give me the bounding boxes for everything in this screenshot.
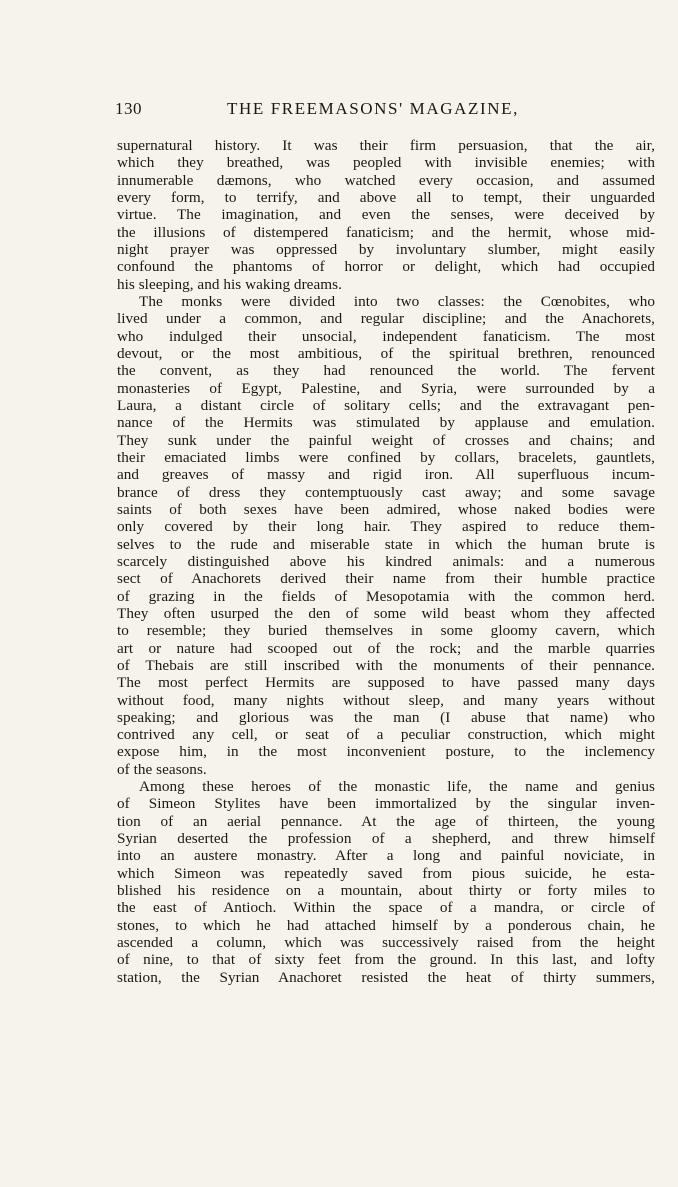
text-line: blished his residence on a mountain, about thirty or forty miles to bbox=[117, 882, 655, 900]
text-line: brance of dress they contemptuously cast away; and some savage bbox=[117, 483, 655, 501]
text-line: which they breathed, was peopled with invisible enemies; with bbox=[117, 154, 655, 172]
text-line: of nine, to that of sixty feet from the ground. In this last, and lofty bbox=[117, 951, 655, 969]
body-text bbox=[117, 137, 655, 986]
text-line: who indulged their unsocial, independent fanaticism. The most bbox=[117, 327, 655, 345]
text-line: station, the Syrian Anachoret resisted the heat of thirty summers, bbox=[117, 968, 655, 986]
text-line: into an austere monastry. After a long and painful noviciate, in bbox=[117, 847, 655, 865]
page-number: 130 bbox=[115, 99, 142, 118]
text-line: contrived any cell, or seat of a peculiar construction, which might bbox=[117, 726, 655, 744]
text-line: which Simeon was repeatedly saved from pious suicide, he esta- bbox=[117, 864, 655, 882]
text-line: every form, to terrify, and above all to tempt, their unguarded bbox=[117, 188, 655, 206]
text-line: innumerable dæmons, who watched every occasion, and assumed bbox=[117, 171, 655, 189]
running-head bbox=[115, 99, 655, 123]
text-line: confound the phantoms of horror or delight, which had occupied bbox=[117, 258, 655, 276]
text-line: to resemble; they buried themselves in some gloomy cavern, which bbox=[117, 622, 655, 640]
text-line: of Simeon Stylites have been immortalized by the singular inven- bbox=[117, 795, 655, 813]
text-line: selves to the rude and miserable state in which the human brute is bbox=[117, 535, 655, 553]
text-line: of grazing in the fields of Mesopotamia with the common herd. bbox=[117, 587, 655, 605]
text-line: lived under a common, and regular discipline; and the Anachorets, bbox=[117, 310, 655, 328]
text-line: the illusions of distempered fanaticism; and the hermit, whose mid- bbox=[117, 223, 655, 241]
text-line: scarcely distinguished above his kindred animals: and a numerous bbox=[117, 552, 655, 570]
text-line: devout, or the most ambitious, of the spiritual brethren, renounced bbox=[117, 344, 655, 362]
text-line: of Thebais are still inscribed with the monuments of their pennance. bbox=[117, 656, 655, 674]
text-line: their emaciated limbs were confined by collars, bracelets, gauntlets, bbox=[117, 448, 655, 466]
text-line: art or nature had scooped out of the rock; and the marble quarries bbox=[117, 639, 655, 657]
text-line: saints of both sexes have been admired, whose naked bodies were bbox=[117, 500, 655, 518]
text-line: Among these heroes of the monastic life, the name and genius bbox=[139, 778, 655, 796]
text-line: speaking; and glorious was the man (I abuse that name) who bbox=[117, 708, 655, 726]
text-line: stones, to which he had attached himself by a ponderous chain, he bbox=[117, 916, 655, 934]
text-line: sect of Anachorets derived their name from their humble practice bbox=[117, 570, 655, 588]
text-line: virtue. The imagination, and even the senses, were deceived by bbox=[117, 206, 655, 224]
text-line: without food, many nights without sleep, and many years without bbox=[117, 691, 655, 709]
text-line: of the seasons. bbox=[117, 760, 207, 778]
text-line: Syrian deserted the profession of a shepherd, and threw himself bbox=[117, 830, 655, 848]
text-line: the convent, as they had renounced the world. The fervent bbox=[117, 362, 655, 380]
text-line: They sunk under the painful weight of crosses and chains; and bbox=[117, 431, 655, 449]
text-line: nance of the Hermits was stimulated by applause and emulation. bbox=[117, 414, 655, 432]
text-line: The most perfect Hermits are supposed to have passed many days bbox=[117, 674, 655, 692]
text-line: ascended a column, which was successively raised from the height bbox=[117, 934, 655, 952]
text-line: the east of Antioch. Within the space of a mandra, or circle of bbox=[117, 899, 655, 917]
text-line: monasteries of Egypt, Palestine, and Syria, were surrounded by a bbox=[117, 379, 655, 397]
text-line: night prayer was oppressed by involuntary slumber, might easily bbox=[117, 240, 655, 258]
text-line: The monks were divided into two classes: the Cœnobites, who bbox=[139, 292, 655, 310]
text-line: tion of an aerial pennance. At the age of thirteen, the young bbox=[117, 812, 655, 830]
journal-title: THE FREEMASONS' MAGAZINE, bbox=[227, 99, 519, 118]
text-line: expose him, in the most inconvenient posture, to the inclemency bbox=[117, 743, 655, 761]
text-line: supernatural history. It was their firm persuasion, that the air, bbox=[117, 137, 655, 154]
text-line: They often usurped the den of some wild beast whom they affected bbox=[117, 604, 655, 622]
text-line: Laura, a distant circle of solitary cells; and the extravagant pen- bbox=[117, 396, 655, 414]
text-line: his sleeping, and his waking dreams. bbox=[117, 275, 342, 293]
text-line: and greaves of massy and rigid iron. All superfluous incum- bbox=[117, 466, 655, 484]
text-line: only covered by their long hair. They aspired to reduce them- bbox=[117, 518, 655, 536]
